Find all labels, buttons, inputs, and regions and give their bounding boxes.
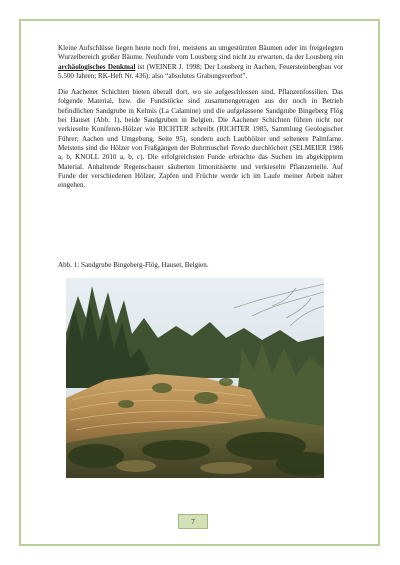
sandpit-photo (66, 278, 324, 478)
paragraph-text: Die Aachener Schichten bieten überall dort, wo sie aufgeschlossen sind, Pflanzenfossilien. Das folgende Material, bzw. die Fundstücke sind zusammengetragen aus der noch in Betrieb befindlichen Sandgrube in Kelmis (La Calamine) und die aufgelassene Sandgrube Bingeberg Flög bei Hauset (Abb. 1), beide Sandgruben in Belgien. Die Aachener Schichten führen nicht nur verkieselte Koniferen-Hölzer wie RICHTER schreibt (RICHTER 1985, Sammlung Geologischer Führer; Aachen und Umgebung, Seite 95), sondern auch Laubhölzer und seltenere Palmfarne. Meistens sind die Hölzer von Fraßgängen der Bohrmuschel (58, 88, 343, 152)
emphasis-archaeological-monument: archäologisches Denkmal (58, 62, 136, 71)
paragraph-lousberg (58, 44, 343, 81)
page-number: 7 (178, 514, 208, 529)
paragraph-text: ist (WEINER J. 1998; Der Lousberg in Aachen, Feuersteinbergbau vor 5.500 Jahren; RK-Heft Nr. 436): also “absolutes Grabungsverbot”. (58, 62, 344, 80)
emphasis-teredo: Teredo (230, 143, 250, 152)
paragraph-text: durchlöchert (SELMEIER 1986 a, b, KNOLL 2010 a, b, c). Die erfolgreichsten Funde erbrachte das Suchen im abgekipptem Material. Anhaltende Regenschauer säuberten limonitisierte und verkieselte Pflanzenteile. Auf Funde der verschiedenen Hölzer, Zapfen und Früchte werde ich im Laufe meiner Arbeit näher eingehen. (58, 143, 344, 190)
paragraph-aachener-schichten (58, 88, 343, 190)
body-text (58, 44, 343, 197)
figure-caption: Abb. 1: Sandgrube Bingeberg-Flög, Hauset, Belgien. (58, 261, 209, 269)
paragraph-text: Kleine Aufschlüsse liegen heute noch frei, meistens an umgestürzten Bäumen oder im freigelegten Wurzelbereich großer Bäume. Neufunde vom Lousberg sind nicht zu erwarten, da der Lousberg ein (58, 44, 343, 62)
